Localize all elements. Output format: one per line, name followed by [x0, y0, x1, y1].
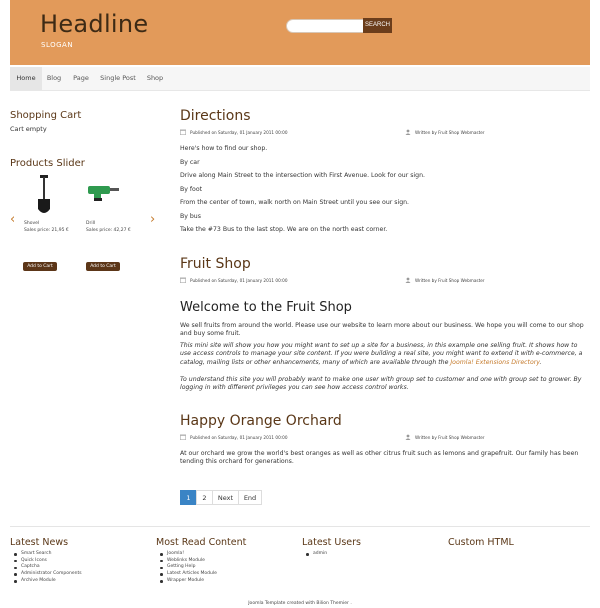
- article-line: From the center of town, walk north on Main Street until you see our sign.: [180, 199, 410, 206]
- extensions-directory-link[interactable]: Joomla! Extensions Directory: [450, 358, 540, 366]
- nav-item-page[interactable]: Page: [73, 74, 89, 82]
- add-to-cart-button[interactable]: Add to Cart: [23, 262, 57, 271]
- list-item[interactable]: Captcha: [14, 564, 82, 571]
- latest-users-list: [306, 551, 327, 558]
- list-item[interactable]: Getting Help: [160, 564, 217, 571]
- user-icon: [405, 434, 411, 440]
- footer-credit: Joomla Template created with Bilion Themier .: [248, 601, 352, 606]
- article-line: By foot: [180, 186, 203, 193]
- pagination-page-1[interactable]: 1: [180, 490, 197, 505]
- article-paragraph-text: This mini site will show you how you might want to set up a site for a business, in this example one selling fruit. It shows how to use access controls to manage your site content. If you were building a real site, you might want to extend it with e-commerce, a catalog, mailing lists or other enhancements, many of which are available through the: [180, 342, 583, 366]
- search-button[interactable]: SEARCH: [363, 18, 392, 33]
- calendar-icon: [180, 129, 186, 135]
- site-headline[interactable]: Headline: [40, 10, 149, 38]
- pagination-page-2[interactable]: 2: [196, 490, 213, 505]
- article-title-directions[interactable]: Directions: [180, 108, 251, 124]
- list-item[interactable]: Quick Icons: [14, 558, 82, 565]
- article-heading: Welcome to the Fruit Shop: [180, 300, 352, 315]
- list-item[interactable]: admin: [306, 551, 327, 558]
- nav-item-single-post[interactable]: Single Post: [100, 74, 136, 82]
- product-price-shovel: Sales price: 21,95 €: [24, 228, 69, 233]
- article-line: Here's how to find our shop.: [180, 145, 268, 152]
- slider-next-arrow[interactable]: ›: [150, 212, 156, 227]
- list-item[interactable]: Wrapper Module: [160, 578, 217, 585]
- site-slogan: SLOGAN: [41, 41, 74, 49]
- article-line: By bus: [180, 213, 201, 220]
- latest-users-title: Latest Users: [302, 537, 361, 548]
- most-read-list: [160, 551, 217, 584]
- custom-html-title: Custom HTML: [448, 537, 514, 548]
- article-paragraph: At our orchard we grow the world's best oranges as well as other citrus fruit such as lemons and grapefruit. Our family has been tending this orchard for generations.: [180, 450, 579, 466]
- product-name-drill[interactable]: Drill: [86, 221, 96, 226]
- article-published-date: Published on Saturday, 01 January 2011 00:00: [190, 278, 288, 283]
- article-author: Written by Fruit Shop Webmaster: [415, 435, 485, 440]
- nav-item-home[interactable]: Home: [10, 67, 42, 90]
- article-published-date: Published on Saturday, 01 January 2011 00:00: [190, 435, 288, 440]
- latest-news-list: [14, 551, 82, 584]
- list-item[interactable]: Archive Module: [14, 578, 82, 585]
- latest-news-title: Latest News: [10, 537, 69, 548]
- product-name-shovel[interactable]: Shovel: [24, 221, 40, 226]
- list-item[interactable]: Weblinks Module: [160, 558, 217, 565]
- nav-item-blog[interactable]: Blog: [46, 74, 62, 82]
- calendar-icon: [180, 277, 186, 283]
- nav-item-shop[interactable]: Shop: [146, 74, 164, 82]
- article-line: Drive along Main Street to the intersection with First Avenue. Look for our sign.: [180, 172, 425, 179]
- list-item[interactable]: Joomla!: [160, 551, 217, 558]
- pagination-next[interactable]: Next: [212, 490, 239, 505]
- cart-status: Cart empty: [10, 125, 47, 133]
- add-to-cart-button[interactable]: Add to Cart: [86, 262, 120, 271]
- article-paragraph-italic: To understand this site you will probably want to make one user with group set to customer and one with group set to grower. By logging in with different privileges you can see how access control works.: [180, 376, 582, 392]
- article-line: Take the #73 Bus to the last stop. We are on the north east corner.: [180, 226, 388, 233]
- shovel-icon[interactable]: [36, 175, 52, 217]
- shopping-cart-title: Shopping Cart: [10, 110, 82, 121]
- article-paragraph: We sell fruits from around the world. Please use our website to learn more about our business. We hope you will come to our shop and buy some fruit.: [180, 322, 584, 338]
- most-read-title: Most Read Content: [156, 537, 247, 548]
- article-title-orchard[interactable]: Happy Orange Orchard: [180, 413, 342, 429]
- main-nav: [10, 67, 590, 91]
- site-header: [10, 0, 590, 65]
- products-slider-title: Products Slider: [10, 158, 85, 169]
- article-line: By car: [180, 159, 200, 166]
- user-icon: [405, 277, 411, 283]
- article-paragraph-text: .: [539, 358, 542, 366]
- pagination-end[interactable]: End: [238, 490, 262, 505]
- list-item[interactable]: Latest Articles Module: [160, 571, 217, 578]
- article-author: Written by Fruit Shop Webmaster: [415, 278, 485, 283]
- drill-icon[interactable]: [88, 183, 122, 201]
- search-input[interactable]: [286, 19, 366, 33]
- list-item[interactable]: Smart Search: [14, 551, 82, 558]
- article-paragraph-italic: [180, 342, 590, 367]
- product-price-drill: Sales price: 42,27 €: [86, 228, 131, 233]
- user-icon: [405, 129, 411, 135]
- calendar-icon: [180, 434, 186, 440]
- footer-divider: [10, 526, 590, 527]
- article-published-date: Published on Saturday, 01 January 2011 00:00: [190, 130, 288, 135]
- list-item[interactable]: Administrator Components: [14, 571, 82, 578]
- slider-prev-arrow[interactable]: ‹: [10, 212, 16, 227]
- article-author: Written by Fruit Shop Webmaster: [415, 130, 485, 135]
- article-title-fruit-shop[interactable]: Fruit Shop: [180, 256, 251, 272]
